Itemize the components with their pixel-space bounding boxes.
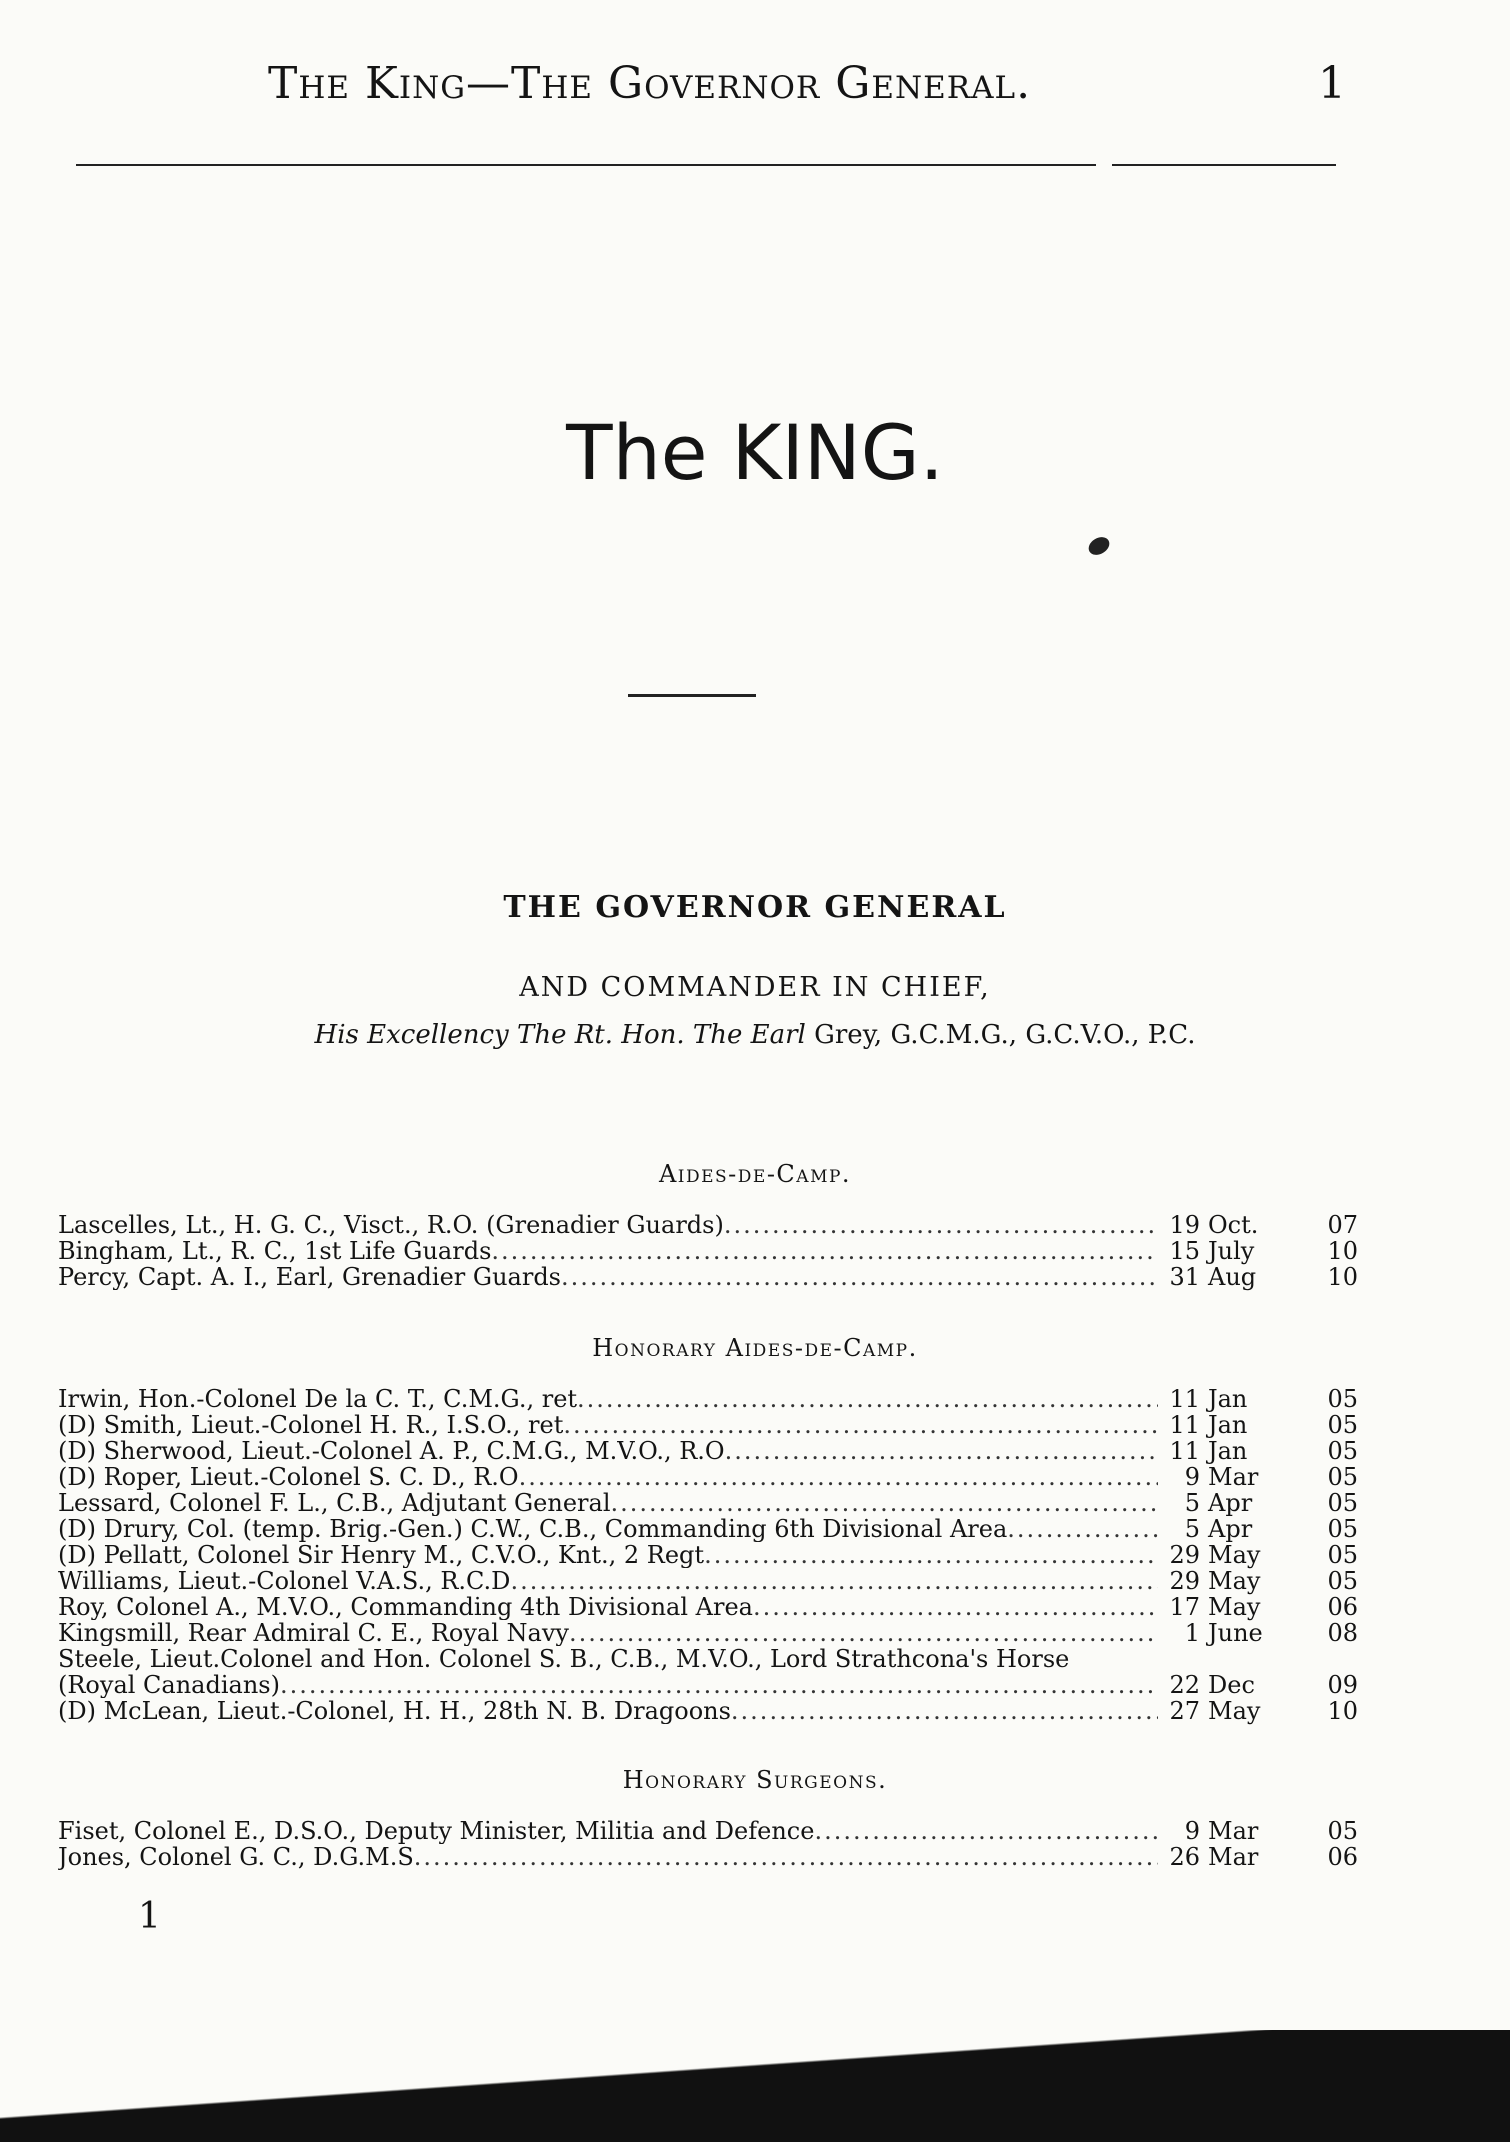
leader-dots bbox=[510, 1568, 1158, 1594]
list-item bbox=[58, 1568, 1358, 1594]
list-item bbox=[58, 1464, 1358, 1490]
leader-dots bbox=[704, 1542, 1158, 1568]
list-item bbox=[58, 1386, 1358, 1412]
entry-year: 05 bbox=[1327, 1541, 1358, 1569]
entry-name: (D) Sherwood, Lieut.-Colonel A. P., C.M.G., M.V.O., R.O bbox=[58, 1438, 725, 1464]
entry-month: Jan bbox=[1208, 1385, 1248, 1413]
aides-heading: Aides-de-Camp. bbox=[658, 1160, 852, 1188]
running-title: The King—The Governor General. bbox=[268, 58, 1032, 109]
leader-dots bbox=[725, 1438, 1158, 1464]
list-item bbox=[58, 1264, 1358, 1290]
entry-month: May bbox=[1208, 1541, 1261, 1569]
entry-month: Aug bbox=[1208, 1263, 1257, 1291]
leader-dots bbox=[563, 1412, 1158, 1438]
entry-day: 29 bbox=[1169, 1567, 1200, 1595]
entry-day: 26 bbox=[1169, 1843, 1200, 1871]
entry-name: (D) Roper, Lieut.-Colonel S. C. D., R.O bbox=[58, 1464, 519, 1490]
leader-dots bbox=[414, 1844, 1158, 1870]
entry-name: (D) Smith, Lieut.-Colonel H. R., I.S.O., ret bbox=[58, 1412, 564, 1438]
entry-month: Jan bbox=[1208, 1437, 1248, 1465]
leader-dots bbox=[611, 1490, 1158, 1516]
header-rule bbox=[76, 164, 1096, 166]
entry-day: 19 bbox=[1169, 1211, 1200, 1239]
entry-year: 05 bbox=[1327, 1515, 1358, 1543]
list-item bbox=[58, 1490, 1358, 1516]
entry-name: (D) Drury, Col. (temp. Brig.-Gen.) C.W., C.B., Commanding 6th Divisional Area bbox=[58, 1516, 1008, 1542]
leader-dots bbox=[731, 1698, 1158, 1724]
entry-year: 08 bbox=[1327, 1619, 1358, 1647]
aides-list bbox=[58, 1212, 1358, 1290]
list-item bbox=[58, 1672, 1358, 1698]
entry-name: (D) McLean, Lieut.-Colonel, H. H., 28th N. B. Dragoons bbox=[58, 1698, 731, 1724]
entry-year: 05 bbox=[1327, 1437, 1358, 1465]
honorary-aides-heading: Honorary Aides-de-Camp. bbox=[592, 1334, 918, 1362]
page-number: 1 bbox=[1318, 58, 1346, 109]
list-item bbox=[58, 1212, 1358, 1238]
entry-year: 07 bbox=[1327, 1211, 1358, 1239]
entry-month: May bbox=[1208, 1567, 1261, 1595]
entry-day: 11 bbox=[1169, 1411, 1200, 1439]
entry-name: Kingsmill, Rear Admiral C. E., Royal Navy bbox=[58, 1620, 569, 1646]
entry-name: Irwin, Hon.-Colonel De la C. T., C.M.G., ret bbox=[58, 1386, 578, 1412]
entry-day: 5 bbox=[1184, 1515, 1200, 1543]
entry-month: May bbox=[1208, 1593, 1261, 1621]
honorary-aides-list bbox=[58, 1386, 1358, 1724]
honorary-surgeons-list bbox=[58, 1818, 1358, 1870]
list-item bbox=[58, 1412, 1358, 1438]
entry-year: 05 bbox=[1327, 1567, 1358, 1595]
entry-month: Mar bbox=[1208, 1843, 1259, 1871]
list-item bbox=[58, 1646, 1358, 1672]
list-item bbox=[58, 1594, 1358, 1620]
entry-day: 15 bbox=[1169, 1237, 1200, 1265]
king-title: The KING. bbox=[566, 408, 944, 497]
entry-day: 29 bbox=[1169, 1541, 1200, 1569]
entry-year: 10 bbox=[1327, 1237, 1358, 1265]
list-item bbox=[58, 1818, 1358, 1844]
leader-dots bbox=[569, 1620, 1158, 1646]
entry-name: Fiset, Colonel E., D.S.O., Deputy Minister, Militia and Defence bbox=[58, 1818, 815, 1844]
running-header bbox=[0, 58, 1510, 118]
leader-dots bbox=[491, 1238, 1158, 1264]
entry-name: Lessard, Colonel F. L., C.B., Adjutant General bbox=[58, 1490, 611, 1516]
governor-name-prefix: His Excellency The Rt. Hon. The Earl bbox=[314, 1020, 806, 1050]
list-item bbox=[58, 1844, 1358, 1870]
entry-month: Apr bbox=[1208, 1489, 1253, 1517]
entry-month: Jan bbox=[1208, 1411, 1248, 1439]
entry-year: 05 bbox=[1327, 1817, 1358, 1845]
entry-month: June bbox=[1208, 1619, 1263, 1647]
entry-name: Williams, Lieut.-Colonel V.A.S., R.C.D bbox=[58, 1568, 511, 1594]
entry-month: Dec bbox=[1208, 1671, 1255, 1699]
entry-name: Steele, Lieut.Colonel and Hon. Colonel S. B., C.B., M.V.O., Lord Strathcona's Horse bbox=[58, 1646, 1070, 1672]
governor-name-line bbox=[0, 1020, 1510, 1050]
entry-day: 9 bbox=[1184, 1463, 1200, 1491]
leader-dots bbox=[577, 1386, 1158, 1412]
entry-month: Apr bbox=[1208, 1515, 1253, 1543]
leader-dots bbox=[561, 1264, 1158, 1290]
governor-general-heading: THE GOVERNOR GENERAL bbox=[503, 890, 1007, 925]
entry-month: Mar bbox=[1208, 1463, 1259, 1491]
entry-month: May bbox=[1208, 1697, 1261, 1725]
ink-smudge bbox=[1085, 534, 1112, 559]
entry-year: 10 bbox=[1327, 1263, 1358, 1291]
leader-dots bbox=[1007, 1516, 1158, 1542]
entry-day: 11 bbox=[1169, 1385, 1200, 1413]
entry-day: 22 bbox=[1169, 1671, 1200, 1699]
list-item bbox=[58, 1698, 1358, 1724]
list-item bbox=[58, 1542, 1358, 1568]
entry-year: 06 bbox=[1327, 1593, 1358, 1621]
list-item bbox=[58, 1620, 1358, 1646]
leader-dots bbox=[519, 1464, 1158, 1490]
entry-name: (D) Pellatt, Colonel Sir Henry M., C.V.O., Knt., 2 Regt bbox=[58, 1542, 705, 1568]
entry-month: Mar bbox=[1208, 1817, 1259, 1845]
entry-month: Oct. bbox=[1208, 1211, 1259, 1239]
entry-month: July bbox=[1208, 1237, 1255, 1265]
commander-subheading: AND COMMANDER IN CHIEF, bbox=[519, 972, 991, 1003]
entry-year: 06 bbox=[1327, 1843, 1358, 1871]
leader-dots bbox=[724, 1212, 1158, 1238]
list-item bbox=[58, 1516, 1358, 1542]
entry-name: Roy, Colonel A., M.V.O., Commanding 4th Divisional Area bbox=[58, 1594, 753, 1620]
entry-day: 17 bbox=[1169, 1593, 1200, 1621]
entry-name: Lascelles, Lt., H. G. C., Visct., R.O. (Grenadier Guards) bbox=[58, 1212, 724, 1238]
entry-name: Bingham, Lt., R. C., 1st Life Guards bbox=[58, 1238, 492, 1264]
entry-year: 05 bbox=[1327, 1385, 1358, 1413]
entry-day: 31 bbox=[1169, 1263, 1200, 1291]
entry-name: (Royal Canadians) bbox=[58, 1672, 280, 1698]
entry-year: 10 bbox=[1327, 1697, 1358, 1725]
entry-year: 05 bbox=[1327, 1489, 1358, 1517]
list-item bbox=[58, 1438, 1358, 1464]
leader-dots bbox=[753, 1594, 1158, 1620]
entry-day: 5 bbox=[1184, 1489, 1200, 1517]
entry-year: 09 bbox=[1327, 1671, 1358, 1699]
entry-name: Percy, Capt. A. I., Earl, Grenadier Guards bbox=[58, 1264, 561, 1290]
entry-day: 1 bbox=[1184, 1619, 1200, 1647]
governor-name: Grey, G.C.M.G., G.C.V.O., P.C. bbox=[814, 1020, 1196, 1050]
entry-year: 05 bbox=[1327, 1463, 1358, 1491]
header-rule-right bbox=[1112, 164, 1336, 166]
honorary-surgeons-heading: Honorary Surgeons. bbox=[622, 1766, 888, 1794]
list-item bbox=[58, 1238, 1358, 1264]
entry-name: Jones, Colonel G. C., D.G.M.S bbox=[58, 1844, 414, 1870]
entry-day: 11 bbox=[1169, 1437, 1200, 1465]
entry-day: 27 bbox=[1169, 1697, 1200, 1725]
scan-shadow bbox=[0, 2030, 1510, 2142]
section-divider bbox=[628, 694, 756, 697]
entry-year: 05 bbox=[1327, 1411, 1358, 1439]
leader-dots bbox=[280, 1672, 1158, 1698]
leader-dots bbox=[814, 1818, 1158, 1844]
entry-day: 9 bbox=[1184, 1817, 1200, 1845]
folio-number: 1 bbox=[138, 1896, 161, 1937]
